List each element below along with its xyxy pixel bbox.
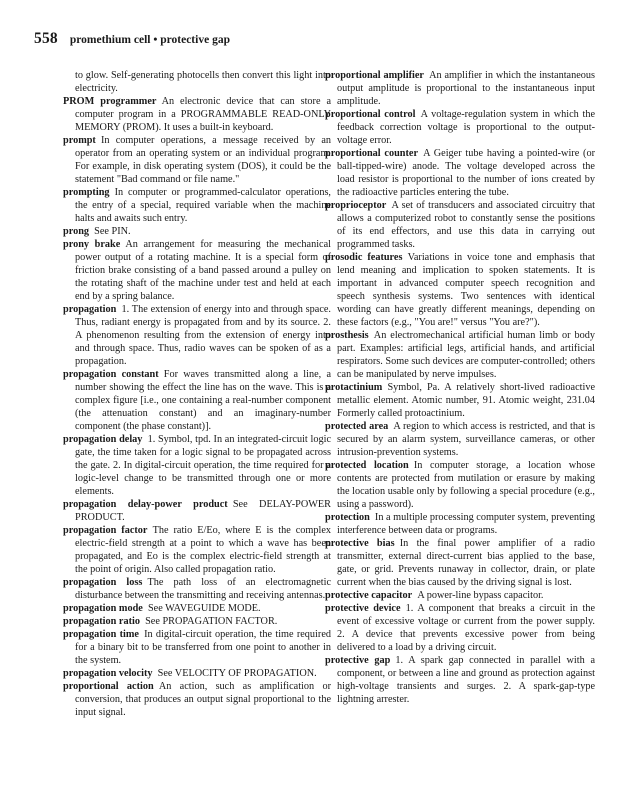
entry-definition: An action, such as amplification or conversion, that produces an output signal proportional to the input signal.: [75, 681, 331, 718]
dictionary-entry: [63, 95, 331, 134]
dictionary-entry: [63, 680, 331, 719]
entry-definition: See VELOCITY OF PROPAGATION.: [157, 668, 317, 679]
running-head: promethium cell • protective gap: [69, 34, 230, 46]
dictionary-entry: [63, 524, 331, 576]
dictionary-entry: [325, 537, 595, 589]
entry-definition: 1. A component that breaks a circuit in the event of excessive voltage or current from the power supply. 2. A device that prevents excessive power from being delivered to a load by a driving circuit.: [337, 603, 595, 653]
page-number: 558: [34, 30, 58, 47]
dictionary-entry: [325, 654, 595, 706]
dictionary-entry: [325, 381, 595, 420]
entry-term: PROM programmer: [63, 96, 157, 107]
dictionary-entry: [325, 329, 595, 381]
entry-definition: A region to which access is restricted, and that is secured by an alarm system, surveillance cameras, or other intrusion-prevention systems.: [337, 421, 595, 458]
entry-term: protection: [325, 512, 370, 523]
entry-definition: to glow. Self-generating photocells then convert this light into electricity.: [75, 70, 331, 94]
entry-definition: In computer operations, a message received by an operator from an operating system or an individual program. For example, in disk operating system (DOS), it could be the statement "Bad command or file name.": [75, 135, 331, 185]
entry-definition: Variations in voice tone and emphasis that lend meaning and implication to spoken statements. It is important in advanced computer speech recognition and speech synthesis systems. Two sentences with identical wording can have greatly different meanings, depending on these factors (e.g., "You are!" versus "You are?").: [337, 252, 595, 328]
entry-definition: The path loss of an electromagnetic disturbance between the transmitting and receiving antennas.: [75, 577, 331, 601]
entry-definition: For waves transmitted along a line, a number showing the effect the line has on the wave. This is a complex figure [i.e., one containing a real-number component (the attenuation constant) and an imaginary-number component (the phase constant)].: [75, 369, 331, 432]
dictionary-entry: [63, 368, 331, 433]
entry-term: propagation factor: [63, 525, 148, 536]
entry-term: propagation constant: [63, 369, 159, 380]
entry-term: prompting: [63, 187, 110, 198]
entry-term: proportional counter: [325, 148, 418, 159]
dictionary-entry: [63, 186, 331, 225]
entry-term: propagation: [63, 304, 117, 315]
dictionary-entry: [325, 251, 595, 329]
entry-term: propagation time: [63, 629, 139, 640]
entry-definition: In computer or programmed-calculator operations, the entry of a special, required variable when the machine halts and awaits such entry.: [75, 187, 331, 224]
dictionary-entry: [63, 615, 331, 628]
dictionary-entry: [63, 303, 331, 368]
entry-term: propagation loss: [63, 577, 143, 588]
entry-term: protected location: [325, 460, 409, 471]
entry-term: prosodic features: [325, 252, 403, 263]
entry-definition: A Geiger tube having a pointed-wire (or ball-tipped-wire) anode. The voltage developed across the load resistor is proportional to the number of ions created by the radioactive particles entering the tube.: [337, 148, 595, 198]
dictionary-entry: [63, 602, 331, 615]
entry-definition: An electronic device that can store a computer program in a PROGRAMMABLE READ-ONLY MEMORY (PROM). It uses a built-in keyboard.: [75, 96, 331, 133]
dictionary-entry: [325, 108, 595, 147]
entry-definition: 1. The extension of energy into and through space. Thus, radiant energy is propagated from and by its source. 2. A phenomenon resulting from the extension of energy into and through space. Thus, radio waves can be spoken of as a propagation.: [75, 304, 331, 367]
entry-definition: A set of transducers and associated circuitry that allows a computerized robot to constantly sense the positions of its end effectors, and use this data in carrying out programmed tasks.: [337, 200, 595, 250]
dictionary-entry: [63, 498, 331, 524]
entry-definition: 1. A spark gap connected in parallel with a component, or between a line and ground as protection against high-voltage transients and surges. 2. A spark-gap-type lightning arrester.: [337, 655, 595, 705]
entry-definition: Symbol, Pa. A relatively short-lived radioactive metallic element. Atomic number, 91. Atomic weight, 231.04 Formerly called protoactinium.: [337, 382, 595, 419]
entry-term: prompt: [63, 135, 96, 146]
entry-definition: See WAVEGUIDE MODE.: [147, 603, 261, 614]
dictionary-entry: [63, 69, 331, 95]
dictionary-entry: [325, 420, 595, 459]
entry-definition: A voltage-regulation system in which the feedback correction voltage is proportional to the output-voltage error.: [337, 109, 595, 146]
entry-term: proportional amplifier: [325, 70, 424, 81]
entry-term: propagation mode: [63, 603, 143, 614]
dictionary-entry: [63, 667, 331, 680]
entry-term: propagation ratio: [63, 616, 140, 627]
dictionary-entry: [63, 576, 331, 602]
dictionary-entry: [325, 147, 595, 199]
dictionary-entry: [63, 225, 331, 238]
entry-definition: A power-line bypass capacitor.: [417, 590, 544, 601]
entry-definition: See PROPAGATION FACTOR.: [145, 616, 278, 627]
entry-definition: An arrangement for measuring the mechanical power output of a rotating machine. It is a special form of friction brake consisting of a band passed around a pulley on the rotating shaft of the machine under test and held at each end by a spring balance.: [75, 239, 331, 302]
dictionary-entry: [325, 602, 595, 654]
entry-term: protective gap: [325, 655, 391, 666]
entry-term: protective capacitor: [325, 590, 413, 601]
entry-term: proprioceptor: [325, 200, 387, 211]
entry-term: protective bias: [325, 538, 395, 549]
dictionary-entry: [63, 628, 331, 667]
entry-term: prong: [63, 226, 90, 237]
dictionary-entry: [63, 238, 331, 303]
entry-term: prony brake: [63, 239, 121, 250]
dictionary-entry: [325, 589, 595, 602]
entry-term: propagation delay: [63, 434, 143, 445]
page-header: [34, 30, 604, 52]
dictionary-entry: [325, 199, 595, 251]
entry-definition: The ratio E/Eo, where E is the complex electric-field strength at a point to which a wave has been propagated, and Eo is the complex electric-field strength at the point of origin. Also called propagation ratio.: [75, 525, 331, 575]
entry-definition: An electromechanical artificial human limb or body part. Examples: artificial legs, artificial hands, and artificial respirators. Some such devices are computer-controlled; others can be manipulated by nerve impulses.: [337, 330, 595, 380]
entry-term: proportional action: [63, 681, 154, 692]
entry-definition: In digital-circuit operation, the time required for a binary bit to be transferred from one point to another in the system.: [75, 629, 331, 666]
dictionary-entry: [325, 69, 595, 108]
entry-definition: See PIN.: [94, 226, 131, 237]
dictionary-entry: [63, 433, 331, 498]
right-column: [325, 69, 595, 706]
left-column: [63, 69, 331, 719]
entry-definition: In the final power amplifier of a radio transmitter, external direct-current bias applied to the base, gate, or grid. Prevents runaway in collector, drain, or plate current when the bias caused by the driving signal is lost.: [337, 538, 595, 588]
dictionary-entry: [325, 511, 595, 537]
entry-term: propagation velocity: [63, 668, 153, 679]
entry-term: protective device: [325, 603, 401, 614]
entry-definition: In computer storage, a location whose contents are protected from mutilation or erasure by making the location usable only by following a special procedure (e.g., using a password).: [337, 460, 595, 510]
entry-definition: An amplifier in which the instantaneous output amplitude is proportional to the instantaneous input amplitude.: [337, 70, 596, 107]
entry-definition: In a multiple processing computer system, preventing interference between data or programs.: [337, 512, 595, 536]
entry-definition: 1. Symbol, tpd. In an integrated-circuit logic gate, the time taken for a logic signal to be propagated across the gate. 2. In digital-circuit operation, the time required for a logic-level change to be transmitted through one or more elements.: [75, 434, 332, 497]
dictionary-entry: [325, 459, 595, 511]
entry-term: proportional control: [325, 109, 416, 120]
entry-term: protected area: [325, 421, 389, 432]
entry-term: prosthesis: [325, 330, 369, 341]
entry-term: protactinium: [325, 382, 383, 393]
dictionary-entry: [63, 134, 331, 186]
entry-definition: See DELAY-POWER PRODUCT.: [75, 499, 331, 523]
entry-term: propagation delay-power product: [63, 499, 228, 510]
